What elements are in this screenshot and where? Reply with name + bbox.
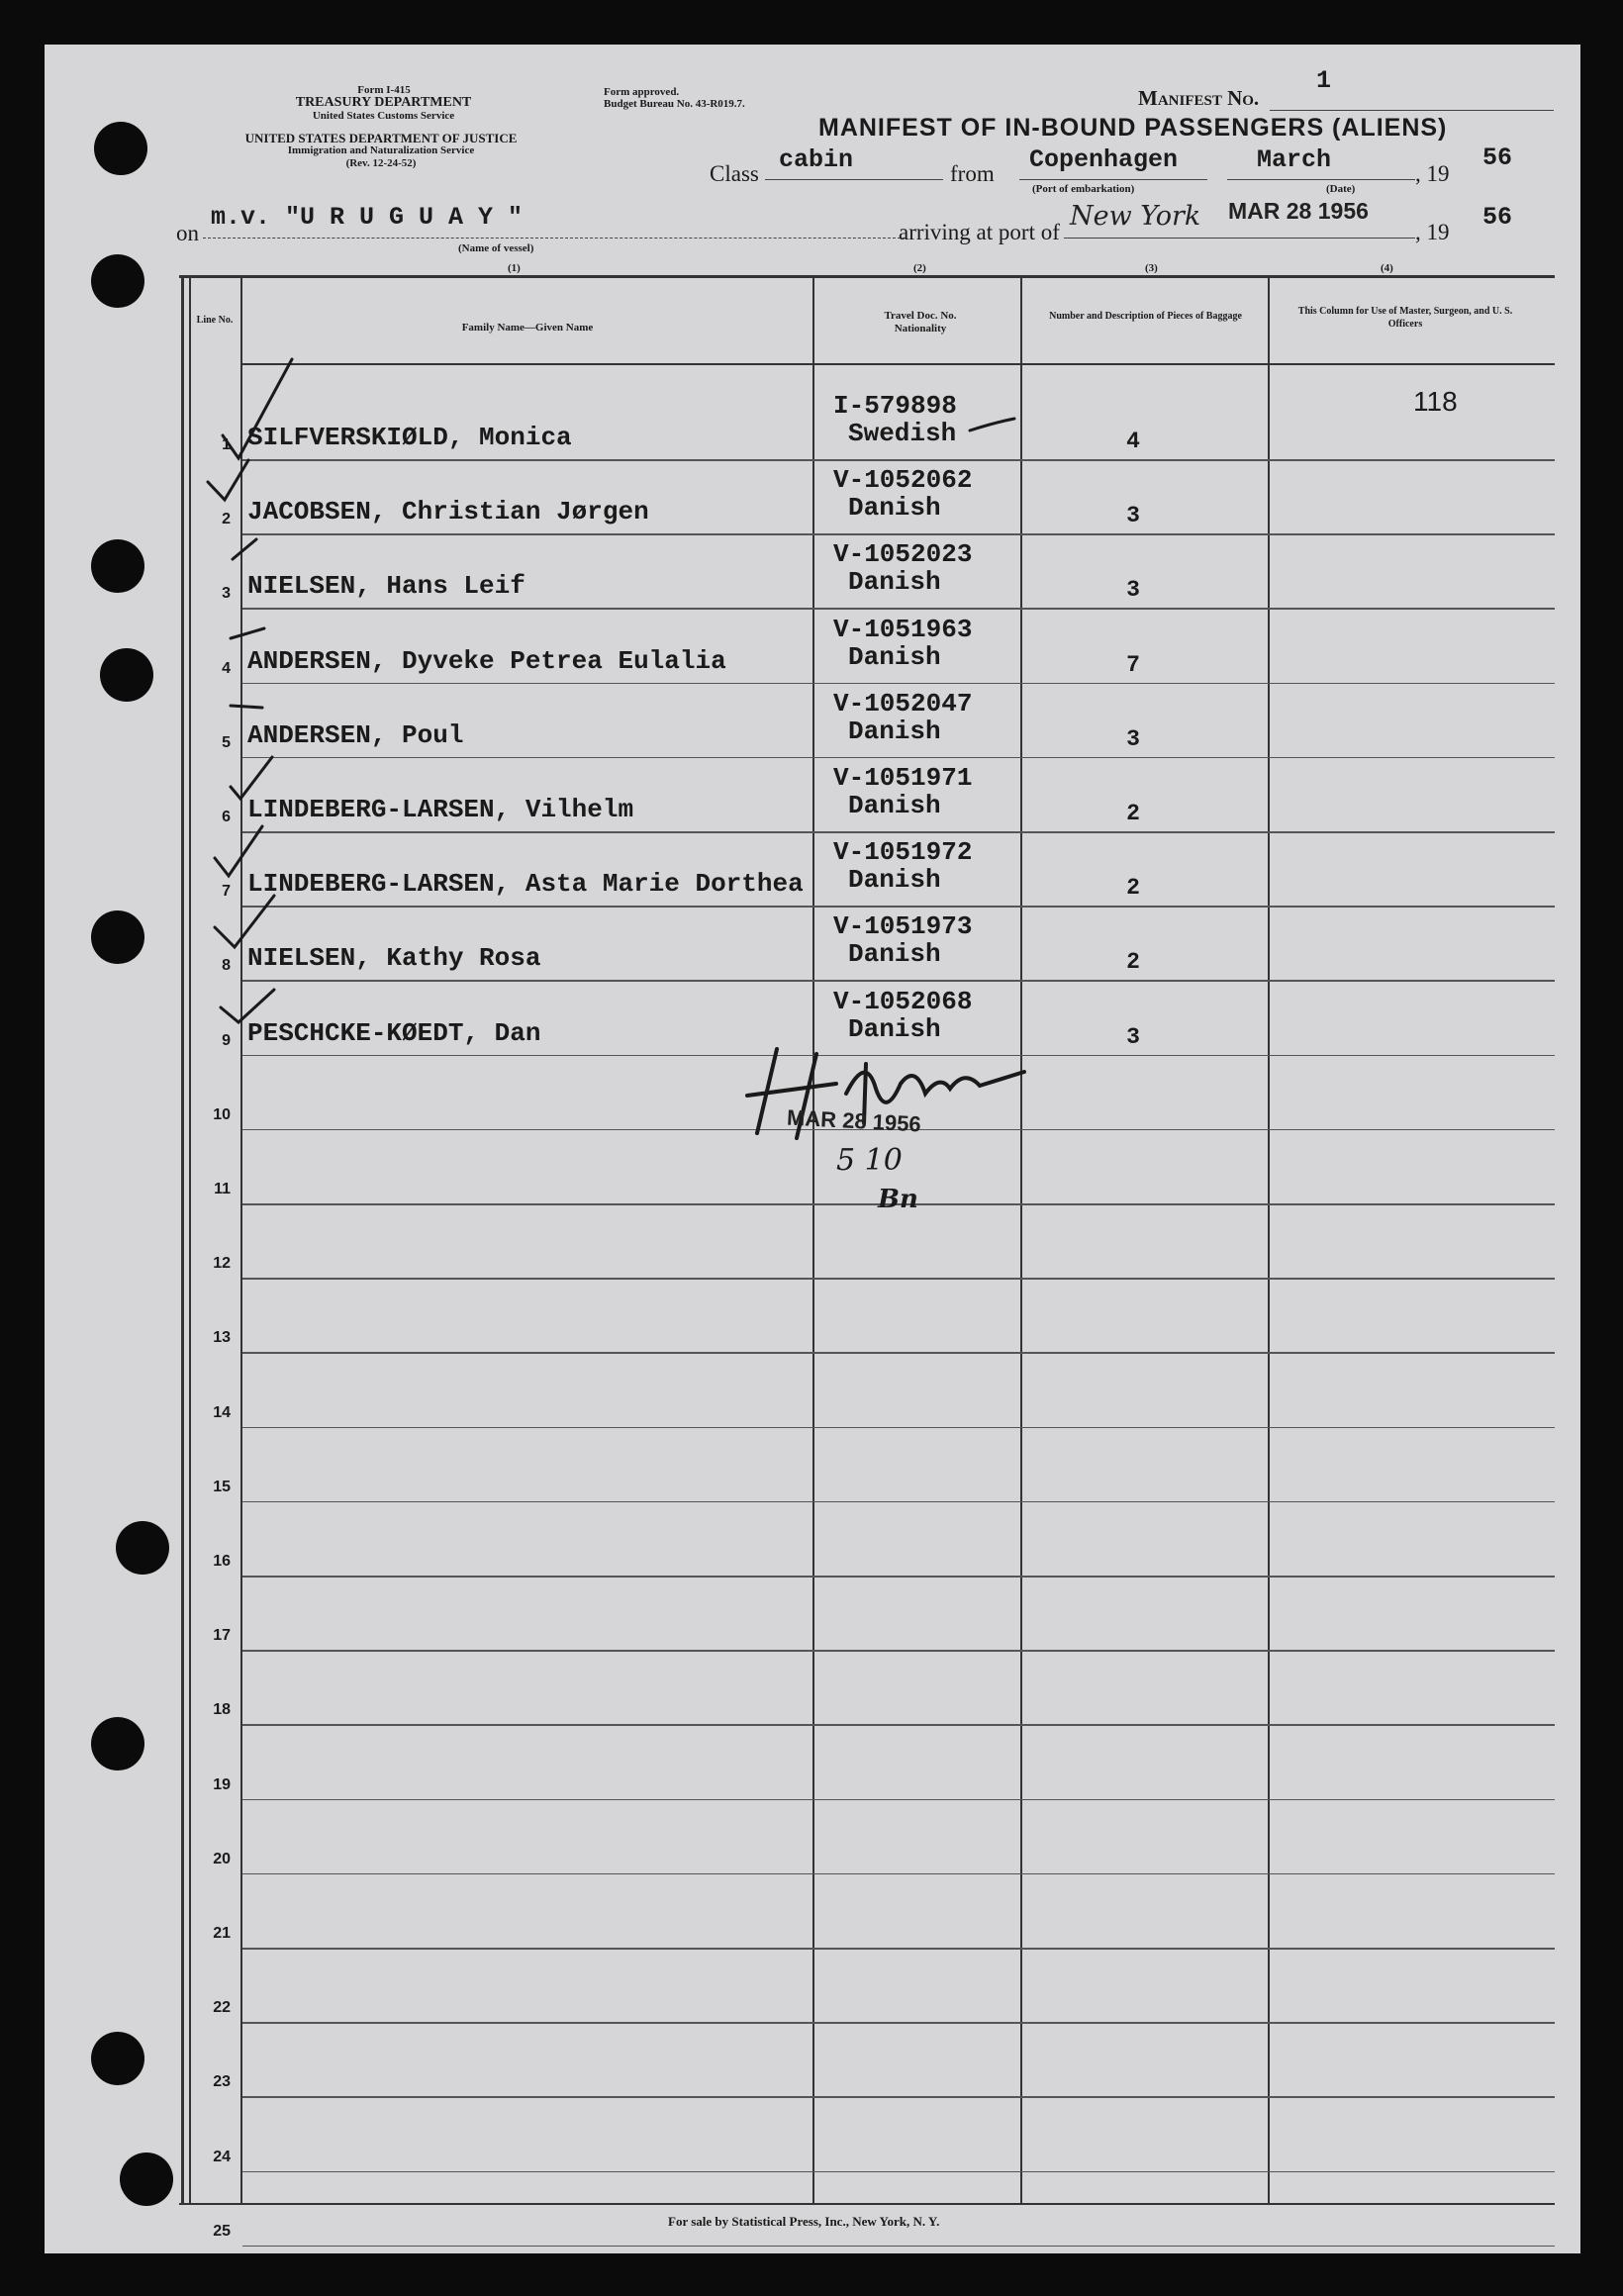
travel-doc-number: I-579898 xyxy=(833,391,957,421)
nationality: Swedish xyxy=(848,419,957,448)
line-number: 13 xyxy=(213,1329,231,1347)
budget-bureau: Budget Bureau No. 43-R019.7. xyxy=(604,98,745,110)
travel-doc-number: V-1052023 xyxy=(833,539,973,570)
date-value: March xyxy=(1257,145,1332,174)
arrival-year: 56 xyxy=(1482,203,1513,232)
line-number: 2 xyxy=(222,511,231,528)
line-number: 25 xyxy=(213,2222,231,2240)
travel-doc-number: V-1051971 xyxy=(833,763,973,793)
year-prefix: , 19 xyxy=(1415,161,1450,186)
vessel-caption: (Name of vessel) xyxy=(458,242,534,254)
column-ref-4: (4) xyxy=(1381,262,1393,274)
travel-doc-number: V-1051972 xyxy=(833,837,973,868)
col-header-name: Family Name—Given Name xyxy=(461,322,594,334)
footer-printer: For sale by Statistical Press, Inc., New York, N. Y. xyxy=(668,2214,940,2229)
travel-doc-number: V-1052047 xyxy=(833,688,973,718)
baggage-count: 2 xyxy=(1126,801,1140,826)
year-value: 56 xyxy=(1482,144,1513,172)
line-number: 17 xyxy=(213,1627,231,1645)
baggage-count: 3 xyxy=(1126,1023,1140,1050)
arriving-label: arriving at port of xyxy=(899,220,1060,244)
line-number: 24 xyxy=(213,2148,231,2165)
line-number: 9 xyxy=(222,1031,231,1049)
passenger-name: NIELSEN, Kathy Rosa xyxy=(247,943,541,974)
travel-doc-number: V-1051973 xyxy=(833,911,973,942)
line-number: 15 xyxy=(213,1478,231,1495)
col-header-officer: This Column for Use of Master, Surgeon, and U. S. Officers xyxy=(1297,306,1513,330)
passenger-name: ANDERSEN, Poul xyxy=(247,719,464,750)
travel-doc-number: V-1051963 xyxy=(833,614,973,644)
line-number: 4 xyxy=(222,659,231,677)
line-number: 20 xyxy=(213,1850,231,1867)
line-number: 16 xyxy=(213,1553,231,1570)
port-caption: (Port of embarkation) xyxy=(1032,183,1135,195)
passenger-name: ANDERSEN, Dyveke Petrea Eulalia xyxy=(247,645,726,676)
class-label: Class xyxy=(710,161,759,186)
port-of-embarkation: Copenhagen xyxy=(1029,145,1179,174)
col-header-bag: Number and Description of Pieces of Baggage xyxy=(1049,311,1242,322)
line-number: 18 xyxy=(213,1701,231,1719)
passenger-name: LINDEBERG-LARSEN, Vilhelm xyxy=(247,795,634,824)
nationality: Danish xyxy=(848,939,941,970)
nationality: Danish xyxy=(848,791,941,820)
line-number: 8 xyxy=(222,957,231,975)
treasury-dept: TREASURY DEPARTMENT xyxy=(295,95,472,110)
manifest-page xyxy=(45,45,1580,2253)
nationality: Danish xyxy=(848,493,941,524)
inspection-stamp: MAR 28 1956 xyxy=(786,1104,922,1137)
line-number: 5 xyxy=(222,733,231,751)
manifest-title: MANIFEST OF IN-BOUND PASSENGERS (ALIENS) xyxy=(818,114,1448,142)
baggage-count: 2 xyxy=(1126,949,1140,976)
arrival-date-stamp: MAR 28 1956 xyxy=(1228,198,1369,224)
baggage-count: 3 xyxy=(1126,577,1140,604)
on-label: on xyxy=(176,221,199,245)
revision-date: (Rev. 12-24-52) xyxy=(345,157,417,169)
line-number: 6 xyxy=(222,809,231,825)
line-number: 11 xyxy=(214,1181,231,1197)
nationality: Danish xyxy=(848,567,941,598)
column-ref-2: (2) xyxy=(913,262,926,274)
line-number: 12 xyxy=(213,1255,231,1273)
line-number: 21 xyxy=(213,1925,231,1942)
nationality: Danish xyxy=(848,641,941,672)
baggage-count: 3 xyxy=(1126,725,1140,752)
column-ref-3: (3) xyxy=(1145,262,1158,274)
nationality: Danish xyxy=(848,1013,941,1044)
department-of-justice: UNITED STATES DEPARTMENT OF JUSTICE xyxy=(244,131,518,145)
arrival-year-prefix: , 19 xyxy=(1415,220,1450,244)
nationality: Danish xyxy=(848,865,941,896)
marginal-note-1: 5 10 xyxy=(836,1143,903,1178)
passenger-name: JACOBSEN, Christian Jørgen xyxy=(247,497,649,527)
line-number: 19 xyxy=(213,1775,231,1793)
passenger-name: LINDEBERG-LARSEN, Asta Marie Dorthea xyxy=(247,869,804,900)
line-number: 7 xyxy=(222,883,231,901)
col-header-doc: Travel Doc. No. Nationality xyxy=(884,310,957,335)
column-ref-1: (1) xyxy=(508,262,521,274)
arrival-port-handwritten: New York xyxy=(1070,201,1201,232)
manifest-no-label: Manifest No. xyxy=(1138,86,1260,110)
date-caption: (Date) xyxy=(1326,183,1356,195)
line-number: 10 xyxy=(213,1105,231,1123)
col-header-line-no: Line No. xyxy=(196,315,234,326)
line-number: 22 xyxy=(213,1999,231,2017)
form-number: Form I-415 xyxy=(357,84,411,96)
form-approved: Form approved. xyxy=(604,86,680,98)
line-number: 1 xyxy=(222,436,231,453)
class-value: cabin xyxy=(779,145,854,174)
line-number: 3 xyxy=(222,585,231,603)
travel-doc-number: V-1052062 xyxy=(833,465,973,496)
vessel-name: m.v. "U R U G U A Y " xyxy=(211,203,524,232)
manifest-no-value: 1 xyxy=(1316,66,1332,95)
baggage-count: 4 xyxy=(1126,429,1140,454)
travel-doc-number: V-1052068 xyxy=(833,986,973,1016)
line-number: 14 xyxy=(213,1403,231,1421)
baggage-count: 3 xyxy=(1126,503,1140,529)
baggage-count: 7 xyxy=(1126,651,1140,678)
nationality: Danish xyxy=(848,716,941,746)
passenger-name: PESCHCKE-KØEDT, Dan xyxy=(247,1017,541,1048)
officer-note: 118 xyxy=(1413,386,1458,417)
baggage-count: 2 xyxy=(1126,875,1140,902)
line-number: 23 xyxy=(213,2073,231,2091)
passenger-name: NIELSEN, Hans Leif xyxy=(247,571,525,602)
from-label: from xyxy=(950,161,995,186)
marginal-note-2: Bn xyxy=(878,1185,918,1214)
passenger-name: SILFVERSKIØLD, Monica xyxy=(247,423,572,452)
customs-service: United States Customs Service xyxy=(312,110,455,122)
ins-service: Immigration and Naturalization Service xyxy=(287,144,475,156)
